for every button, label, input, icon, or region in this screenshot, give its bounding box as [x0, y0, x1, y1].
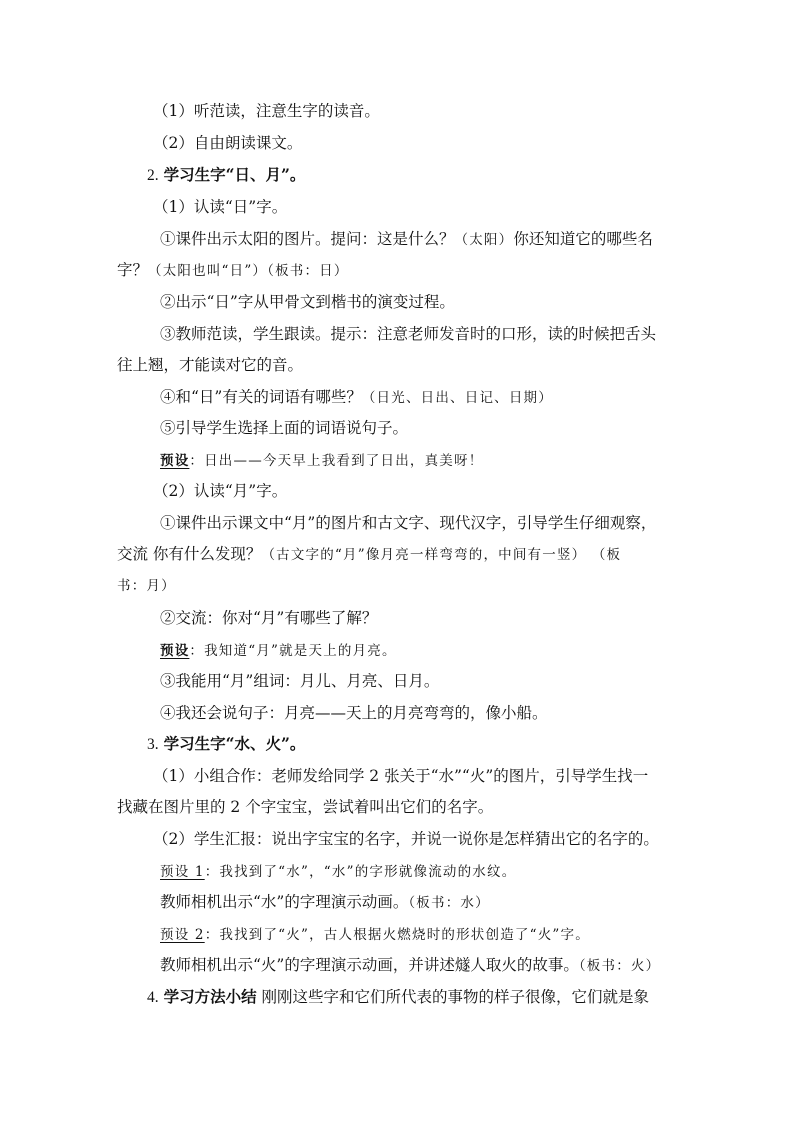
paragraph-ri-5: ⑤引导学生选择上面的词语说句子。: [160, 419, 409, 437]
paragraph-ri-1: [160, 229, 653, 250]
paragraph-yue-2: ②交流：你对“月”有哪些了解？: [160, 609, 378, 627]
text: 教师相机出示“水”的字理演示动画。: [160, 893, 409, 911]
subsection-ri: （1）认读“日”字。: [153, 198, 288, 216]
paragraph-ri-1-cont: [117, 260, 349, 281]
answer-text: （太阳也叫“日”）（板书：日）: [148, 263, 349, 279]
paragraph-yue-4: ④我还会说句子：月亮——天上的月亮弯弯的，像小船。: [160, 704, 548, 722]
teacher-shui: [160, 892, 490, 913]
section-heading-4: [147, 987, 649, 1008]
preset-text: ：日出——今天早上我看到了日出，真美呀！: [189, 453, 484, 469]
preset-text: ：我找到了“水”，“水”的字形就像流动的水纹。: [204, 864, 517, 880]
preset-text: ：我知道“月”就是天上的月亮。: [189, 643, 397, 659]
answer-text: （古文字的“月”像月亮一样弯弯的，中间有一竖） （板: [261, 547, 622, 563]
paragraph-ri-3: ③教师范读，学生跟读。提示：注意老师发音时的口形，读的时候把舌头: [160, 325, 657, 343]
board-text: （板书：火）: [578, 958, 661, 974]
text: 教师相机出示“火”的字理演示动画，并讲述燧人取火的故事。: [160, 956, 579, 974]
section-title: 学习生字“日、月”。: [163, 165, 306, 184]
teacher-huo: [160, 955, 660, 976]
section-heading-3: [147, 734, 305, 755]
paragraph-ri-2: ②出示“日”字从甲骨文到楷书的演变过程。: [160, 293, 455, 311]
preset-2: [160, 924, 590, 945]
answer-text: （太阳）: [454, 232, 514, 248]
step-listen-reading: （1）听范读，注意生字的读音。: [153, 102, 380, 120]
paragraph-yue-1-cont: [117, 544, 621, 565]
paragraph-ri-3-cont: 往上翘，才能读对它的音。: [117, 356, 304, 374]
preset-yue: [160, 640, 397, 661]
step-free-reading: （2）自由朗读课文。: [153, 134, 303, 152]
text: ①课件出示太阳的图片。提问：这是什么？: [160, 230, 455, 248]
section-title: 学习生字“水、火”。: [163, 734, 306, 753]
text: 交流 你有什么发现？: [117, 545, 262, 563]
group-work: （1）小组合作：老师发给同学 2 张关于“水”“火”的图片，引导学生找一: [153, 767, 649, 785]
preset-label: 预设: [160, 643, 190, 659]
student-report: （2）学生汇报：说出字宝宝的名字，并说一说你是怎样猜出它的名字的。: [153, 830, 659, 848]
subsection-yue: （2）认读“月”字。: [153, 482, 288, 500]
answer-text: （日光、日出、日记、日期）: [361, 390, 553, 406]
preset-label: 预设 2: [160, 927, 205, 943]
section-number: 4.: [147, 989, 159, 1006]
text: 你还知道它的哪些名: [513, 230, 653, 248]
preset-label: 预设: [160, 453, 190, 469]
group-work-cont: 找藏在图片里的 2 个字宝宝，尝试着叫出它们的名字。: [117, 798, 494, 816]
section-title: 学习方法小结: [163, 987, 257, 1006]
text: 字？: [117, 261, 149, 279]
preset-1: [160, 861, 516, 882]
text: ④和“日”有关的词语有哪些？: [160, 388, 362, 406]
summary-text: 刚刚这些字和它们所代表的事物的样子很像，它们就是象: [256, 988, 650, 1006]
preset-label: 预设 1: [160, 864, 205, 880]
section-heading-2: [147, 165, 305, 186]
paragraph-yue-1: ①课件出示课文中“月”的图片和古文字、现代汉字，引导学生仔细观察，: [160, 514, 657, 532]
paragraph-ri-4: [160, 387, 553, 408]
paragraph-yue-1-board: 书：月）: [117, 578, 176, 594]
preset-ri: [160, 450, 483, 471]
section-number: 2.: [147, 167, 159, 184]
board-text: （板书：水）: [408, 895, 490, 911]
paragraph-yue-3: ③我能用“月”组词：月儿、月亮、日月。: [160, 672, 440, 690]
preset-text: ：我找到了“火”，古人根据火燃烧时的形状创造了“火”字。: [204, 927, 590, 943]
section-number: 3.: [147, 736, 159, 753]
